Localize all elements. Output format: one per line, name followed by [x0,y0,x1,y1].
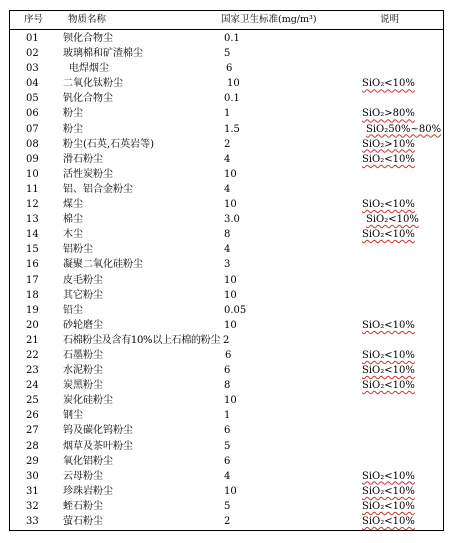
row-number: 18 [26,289,39,301]
row-number: 19 [26,304,39,316]
row-standard-value: 10 [224,199,237,211]
row-number: 03 [26,63,39,75]
row-standard-value: 6 [224,455,231,467]
row-substance-name: 玻璃棉和矿渣棉尘 [63,48,143,60]
row-remark: SiO₂<10% [362,485,415,497]
row-substance-name: 萤石粉尘 [63,516,103,527]
row-standard-value: 6 [225,349,232,361]
dust-standards-table [9,10,444,531]
row-number: 16 [26,259,39,271]
table-row [10,499,443,514]
row-number: 13 [26,214,39,226]
row-standard-value: 1 [224,108,231,120]
row-standard-value: 6 [226,63,233,75]
row-number: 29 [26,455,39,467]
row-number: 20 [26,319,39,331]
row-standard-value: 8 [224,229,231,241]
row-standard-value: 3 [224,259,231,271]
table-row [10,182,443,197]
row-standard-value: 2 [224,516,231,527]
table-body [10,31,443,529]
table-row [10,257,443,272]
row-remark: SiO₂<10% [362,470,415,482]
row-substance-name: 皮毛粉尘 [63,274,103,286]
table-row [10,348,443,363]
row-number: 28 [26,440,39,452]
table-row [10,197,443,212]
row-number: 02 [26,48,39,60]
table-row [10,288,443,303]
table-row [10,408,443,423]
table-row [10,303,443,318]
row-substance-name: 蛭石粉尘 [63,500,103,512]
table-row [10,469,443,484]
row-standard-value: 8 [224,380,231,392]
row-substance-name: 炭化硅粉尘 [63,395,113,407]
row-remark: SiO₂50%~80% [366,123,442,135]
row-standard-value: 6 [224,365,231,377]
table-row [10,212,443,227]
table-row [10,76,443,91]
row-remark: SiO₂<10% [362,516,415,527]
row-standard-value: 10 [224,395,237,407]
row-substance-name: 钒化合物尘 [63,93,113,105]
row-standard-value: 10 [224,485,237,497]
row-number: 10 [26,168,39,180]
row-number: 14 [26,229,39,241]
row-number: 04 [26,78,39,90]
table-row [10,378,443,393]
row-substance-name: 煤尘 [63,199,83,211]
row-number: 24 [26,380,39,392]
table-row [10,46,443,61]
table-row [10,514,443,529]
row-substance-name: 滑石粉尘 [63,153,103,165]
row-standard-value: 0.1 [224,33,240,44]
row-substance-name: 铝、铝合金粉尘 [63,183,133,195]
row-standard-value: 2 [223,334,230,346]
row-remark: SiO₂<10% [362,500,415,512]
row-remark: SiO₂<10% [362,349,415,361]
row-standard-value: 5 [224,440,231,452]
row-number: 08 [26,138,39,150]
row-substance-name: 水泥粉尘 [63,365,103,377]
row-number: 25 [26,395,39,407]
table-row [10,167,443,182]
row-substance-name: 其它粉尘 [63,289,103,301]
row-standard-value: 2 [224,138,231,150]
table-row [10,484,443,499]
row-number: 32 [26,500,39,512]
table-row [10,439,443,454]
row-standard-value: 5 [224,500,231,512]
row-number: 31 [26,485,39,497]
row-substance-name: 钡化合物尘 [63,33,113,44]
row-standard-value: 1 [224,410,231,422]
row-number: 26 [26,410,39,422]
table-row [10,122,443,137]
table-row [10,363,443,378]
row-number: 17 [26,274,39,286]
row-number: 05 [26,93,39,105]
table-row [10,227,443,242]
row-number: 30 [26,470,39,482]
table-row [10,31,443,46]
row-substance-name: 铝粉尘 [63,244,93,256]
row-number: 33 [26,516,39,527]
row-substance-name: 二氧化钛粉尘 [63,78,123,90]
header-substance-name: 物质名称 [68,14,107,25]
row-number: 11 [26,183,39,195]
row-standard-value: 10 [224,168,237,180]
row-substance-name: 凝聚二氧化硅粉尘 [63,259,143,271]
table-row [10,242,443,257]
row-remark: SiO₂<10% [362,380,415,392]
row-substance-name: 电焊烟尘 [69,63,109,75]
row-standard-value: 4 [224,153,231,165]
row-number: 12 [26,199,39,211]
row-standard-value: 5 [224,48,231,60]
row-number: 22 [26,349,39,361]
row-standard-value: 4 [224,244,231,256]
row-number: 06 [26,108,39,120]
row-substance-name: 氧化铝粉尘 [63,455,113,467]
row-substance-name: 棉尘 [63,214,83,226]
row-standard-value: 4 [224,183,231,195]
table-row [10,454,443,469]
row-standard-value: 6 [224,425,231,437]
row-remark: SiO₂<10% [366,214,419,226]
table-row [10,318,443,333]
row-number: 15 [26,244,39,256]
row-remark: SiO₂<10% [362,199,415,211]
header-number: 序号 [24,14,44,25]
row-remark: SiO₂<10% [362,78,415,90]
table-row [10,137,443,152]
row-substance-name: 粉尘(石英,石英岩等) [63,138,154,150]
row-standard-value: 10 [227,78,240,90]
row-substance-name: 石墨粉尘 [63,349,103,361]
row-number: 27 [26,425,39,437]
row-number: 23 [26,365,39,377]
row-standard-value: 10 [224,274,237,286]
row-substance-name: 木尘 [63,229,83,241]
table-row [10,106,443,121]
row-standard-value: 4 [224,470,231,482]
row-remark: SiO₂<10% [362,153,415,165]
row-substance-name: 石棉粉尘及含有10%以上石棉的粉尘 [63,334,221,346]
row-standard-value: 10 [224,319,237,331]
table-row [10,61,443,76]
row-substance-name: 炭黑粉尘 [63,380,103,392]
row-substance-name: 活性炭粉尘 [63,168,113,180]
row-remark: SiO₂<10% [362,365,415,377]
row-number: 09 [26,153,39,165]
row-standard-value: 10 [224,289,237,301]
row-substance-name: 钢尘 [63,410,83,422]
row-standard-value: 3.0 [224,214,240,226]
table-row [10,423,443,438]
table-row [10,152,443,167]
row-substance-name: 粉尘 [63,108,83,120]
header-national-standard: 国家卫生标准(mg/m³) [221,14,317,25]
row-substance-name: 砂轮磨尘 [63,319,103,331]
table-row [10,91,443,106]
row-remark: SiO₂>80% [362,108,415,120]
row-remark: SiO₂<10% [362,229,415,241]
row-substance-name: 铅尘 [63,304,83,316]
row-standard-value: 0.05 [224,304,247,316]
table-row [10,273,443,288]
row-substance-name: 钨及碳化钨粉尘 [63,425,133,437]
table-header [10,11,443,30]
row-remark: SiO₂<10% [362,319,415,331]
table-row [10,393,443,408]
row-remark: SiO₂>10% [362,138,415,150]
table-row [10,333,443,348]
row-substance-name: 烟草及茶叶粉尘 [63,440,133,452]
row-number: 21 [26,334,39,346]
row-substance-name: 云母粉尘 [63,470,103,482]
row-substance-name: 珍珠岩粉尘 [63,485,113,497]
row-standard-value: 1.5 [224,123,240,135]
row-number: 07 [26,123,39,135]
row-substance-name: 粉尘 [63,123,83,135]
row-number: 01 [26,33,39,44]
header-remarks: 说明 [380,14,400,25]
row-standard-value: 0.1 [224,93,240,105]
